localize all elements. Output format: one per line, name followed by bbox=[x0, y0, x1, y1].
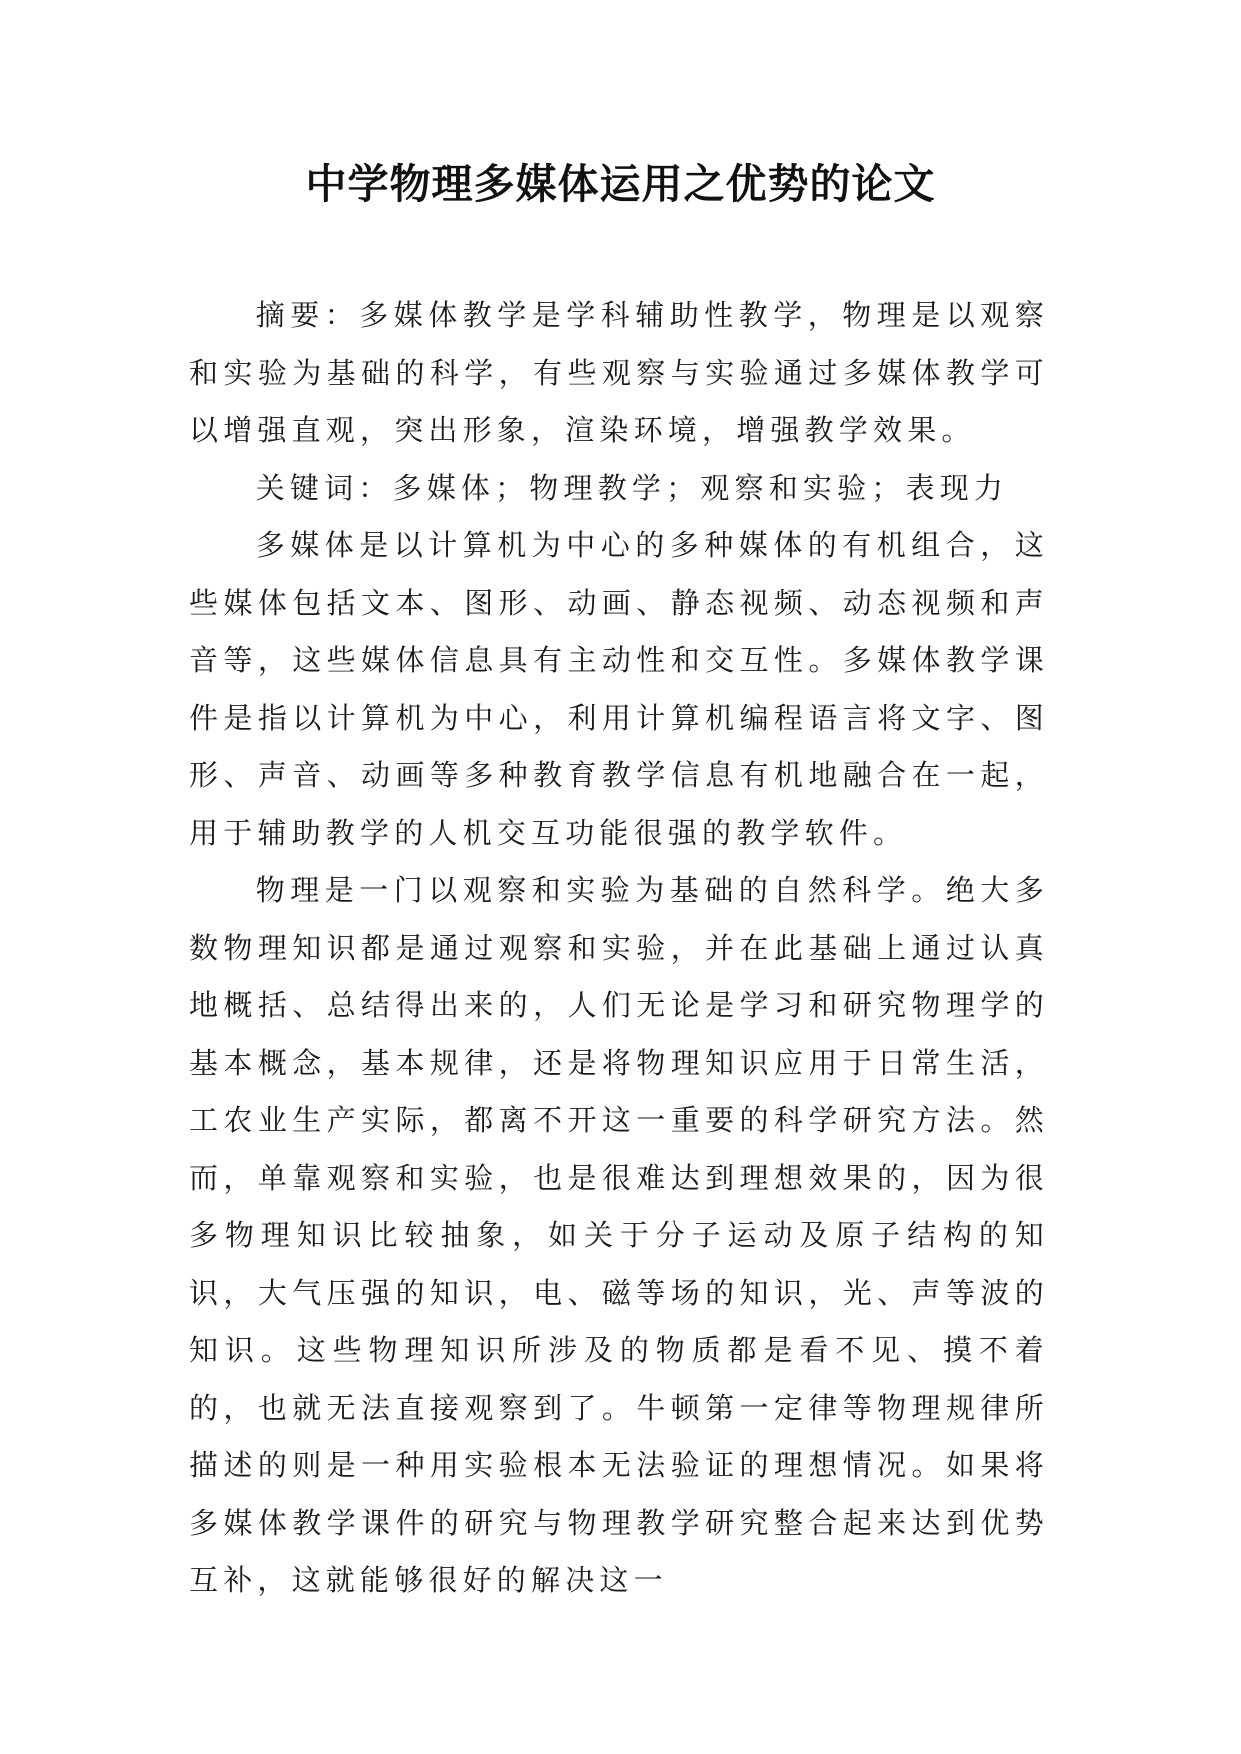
body-paragraph: 物理是一门以观察和实验为基础的自然科学。绝大多数物理知识都是通过观察和实验，并在此基础上通过认真地概括、总结得出来的，人们无论是学习和研究物理学的基本概念，基本规律，还是将物理知识应用于日常生活，工农业生产实际，都离不开这一重要的科学研究方法。然而，单靠观察和实验，也是很难达到理想效果的，因为很多物理知识比较抽象，如关于分子运动及原子结构的知识，大气压强的知识，电、磁等场的知识，光、声等波的知识。这些物理知识所涉及的物质都是看不见、摸不着的，也就无法直接观察到了。牛顿第一定律等物理规律所描述的则是一种用实验根本无法验证的理想情况。如果将多媒体教学课件的研究与物理教学研究整合起来达到优势互补，这就能够很好的解决这一 bbox=[189, 873, 1049, 1597]
abstract-paragraph: 摘要：多媒体教学是学科辅助性教学，物理是以观察和实验为基础的科学，有些观察与实验通过多媒体教学可以增强直观，突出形象，渲染环境，增强教学效果。 bbox=[189, 298, 1049, 447]
document-body bbox=[189, 287, 1049, 1610]
body-paragraph: 多媒体是以计算机为中心的多种媒体的有机组合，这些媒体包括文本、图形、动画、静态视频、动态视频和声音等，这些媒体信息具有主动性和交互性。多媒体教学课件是指以计算机为中心，利用计算机编程语言将文字、图形、声音、动画等多种教育教学信息有机地融合在一起，用于辅助教学的人机交互功能很强的教学软件。 bbox=[189, 528, 1049, 850]
keywords-paragraph: 关键词：多媒体；物理教学；观察和实验；表现力 bbox=[255, 470, 1009, 505]
document-title: 中学物理多媒体运用之优势的论文 bbox=[305, 160, 936, 208]
